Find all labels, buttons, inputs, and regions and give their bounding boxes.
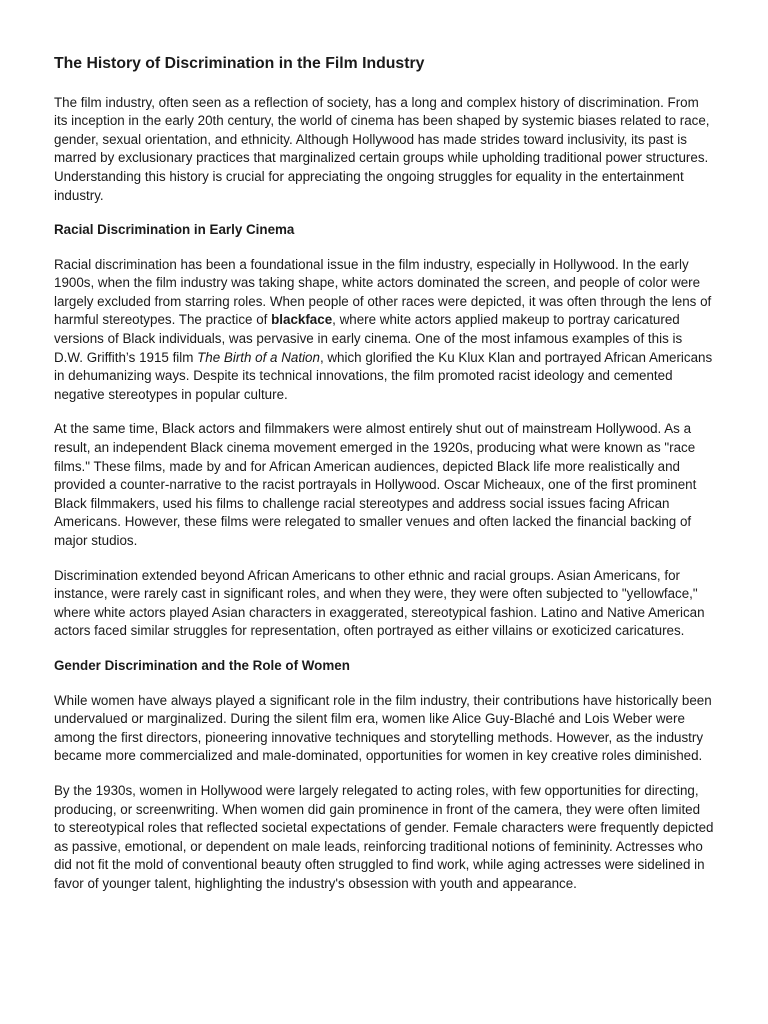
racial-paragraph-3: Discrimination extended beyond African Americans to other ethnic and racial groups. Asian Americans, for instance, were rarely cast in significant roles, and when they were, they were often subjected to "yellowface," where white actors played Asian characters in exaggerated, stereotypical fashion. Latino and Native American actors faced similar struggles for representation, often portrayed as either villains or exoticized caricatures. <box>54 567 705 639</box>
text-run: Racial discrimination has been a foundational issue in the film industry, especially in Hollywood. In the early 1900s, when the film industry was taking shape, white actors dominated the screen, and people of color were largely excluded from starring roles. When people of other races were depicted, it was often through the lens of harmful stereotypes. The practice of <box>54 256 712 328</box>
gender-paragraph-1: While women have always played a significant role in the film industry, their contributions have historically been undervalued or marginalized. During the silent film era, women like Alice Guy-Blaché and Lois Weber were among the first directors, pioneering innovative techniques and storytelling methods. However, as the industry became more commercialized and male-dominated, opportunities for women in key creative roles diminished. <box>54 692 712 764</box>
intro-paragraph: The film industry, often seen as a reflection of society, has a long and complex history of discrimination. From its inception in the early 20th century, the world of cinema has been shaped by systemic biases related to race, gender, sexual orientation, and ethnicity. Although Hollywood has made strides toward inclusivity, its past is marred by exclusionary practices that marginalized certain groups while upholding traditional power structures. Understanding this history is crucial for appreciating the ongoing struggles for equality in the entertainment industry. <box>54 94 710 203</box>
racial-paragraph-1 <box>54 256 714 405</box>
bold-term-blackface: blackface <box>271 312 333 328</box>
gender-paragraph-2: By the 1930s, women in Hollywood were largely relegated to acting roles, with few opportunities for directing, producing, or screenwriting. When women did gain prominence in front of the camera, they were often limited to stereotypical roles that reflected societal expectations of gender. Female characters were frequently depicted as passive, emotional, or dependent on male leads, reinforcing traditional notions of femininity. Actresses who did not fit the mold of conventional beauty often struggled to find work, while aging actresses were sidelined in favor of younger talent, highlighting the industry's obsession with youth and appearance. <box>54 782 714 891</box>
section-heading-racial: Racial Discrimination in Early Cinema <box>54 222 295 238</box>
film-title-italic: The Birth of a Nation <box>197 349 320 365</box>
text-run: , which glorified the Ku Klux Klan and portrayed African Americans in dehumanizing ways. Despite its technical innovations, the film promoted racist ideology and cemented negative stereotypes in popular culture. <box>54 349 713 402</box>
text-run: , where white actors applied makeup to portray caricatured versions of Black individuals, was pervasive in early cinema. One of the most infamous examples of this is D.W. Griffith’s 1915 film <box>54 312 683 365</box>
section-heading-gender: Gender Discrimination and the Role of Women <box>54 657 350 673</box>
racial-paragraph-2: At the same time, Black actors and filmmakers were almost entirely shut out of mainstream Hollywood. As a result, an independent Black cinema movement emerged in the 1920s, producing what were known as "race films." These films, made by and for African American audiences, depicted Black life more realistically and provided a counter-narrative to the racist portrayals in Hollywood. Oscar Micheaux, one of the first prominent Black filmmakers, used his films to challenge racial stereotypes and address social issues facing African Americans. However, these films were relegated to smaller venues and often lacked the financial backing of major studios. <box>54 421 697 548</box>
document-title: The History of Discrimination in the Film Industry <box>54 55 425 72</box>
